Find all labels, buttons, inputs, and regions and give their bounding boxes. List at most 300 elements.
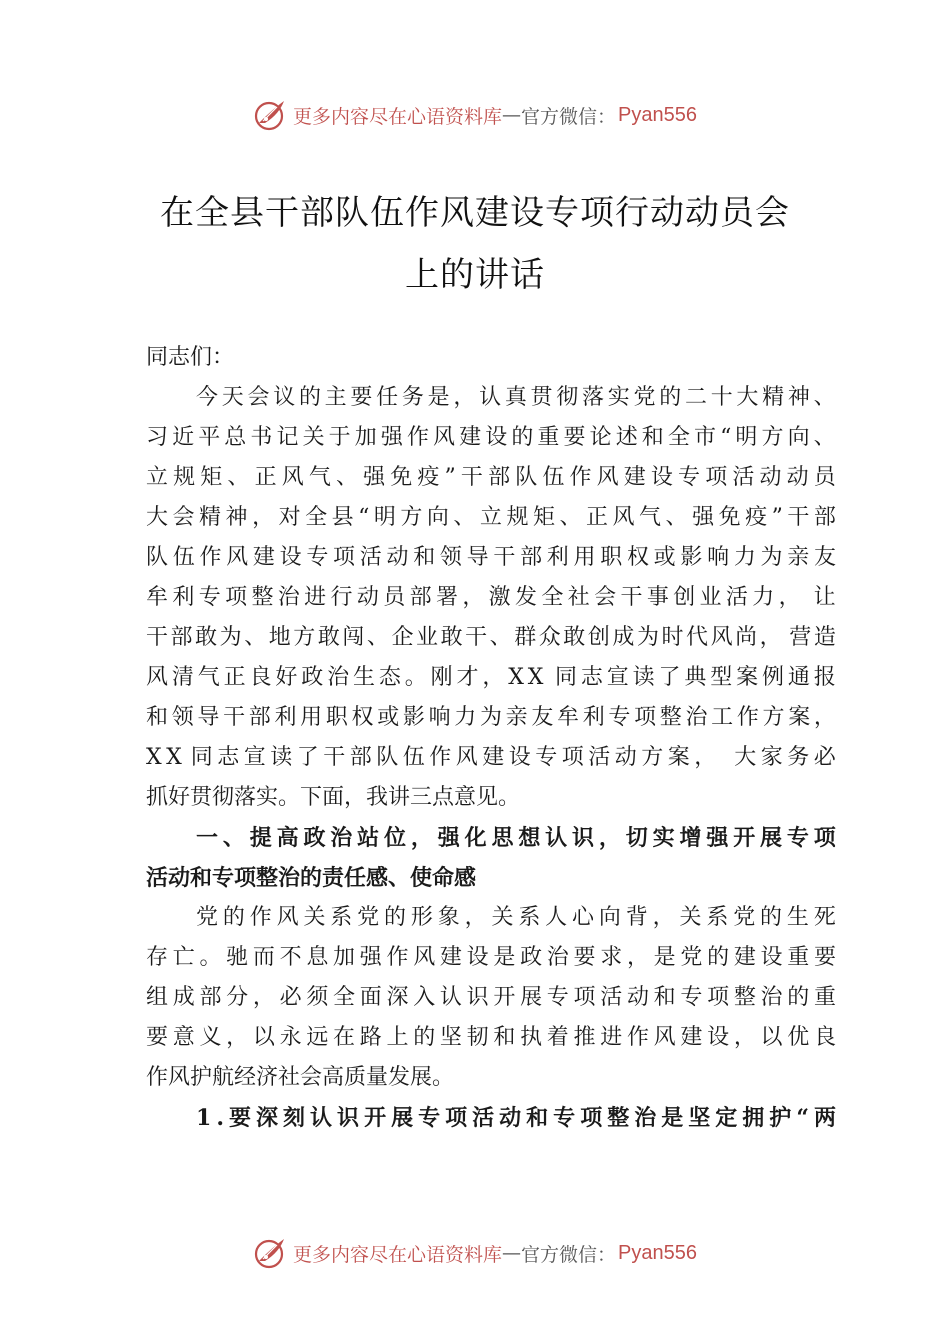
glyph: 市	[693, 425, 716, 450]
glyph: 活	[472, 1105, 495, 1131]
glyph: 作	[199, 545, 222, 570]
glyph: ，	[626, 945, 649, 970]
glyph: 为	[636, 625, 659, 650]
glyph: 、	[453, 505, 476, 530]
watermark-text: 更多内容尽在心语资料库	[293, 105, 503, 128]
glyph: 为	[760, 545, 783, 570]
glyph: 风	[226, 545, 249, 570]
glyph: 、	[559, 505, 582, 530]
glyph: 于	[328, 425, 351, 450]
glyph: 生	[786, 905, 809, 930]
glyph: 例	[762, 665, 785, 690]
glyph: X	[146, 745, 162, 770]
glyph: 为	[479, 705, 502, 730]
glyph: 良	[813, 1025, 836, 1050]
glyph: 发	[515, 585, 538, 610]
glyph: 上	[386, 1025, 409, 1050]
glyph: 干	[460, 465, 483, 490]
glyph: ，	[482, 665, 505, 690]
glyph: 县	[331, 505, 354, 530]
glyph: 方	[762, 705, 785, 730]
glyph: 是	[653, 945, 676, 970]
glyph: 优	[787, 1025, 810, 1050]
glyph: 强	[363, 465, 386, 490]
glyph: 要	[350, 385, 373, 410]
glyph: 化	[464, 825, 487, 851]
glyph: 党	[733, 905, 756, 930]
glyph: 认	[545, 825, 568, 851]
glyph: 风	[433, 425, 456, 450]
glyph: 了	[296, 745, 319, 770]
glyph: 、	[489, 625, 512, 650]
glyph: 或	[653, 545, 676, 570]
glyph: 治	[327, 665, 350, 690]
glyph: 激	[488, 585, 511, 610]
glyph: 识	[466, 985, 489, 1010]
glyph: 明	[735, 425, 758, 450]
glyph: “	[720, 425, 732, 450]
glyph: 拥	[742, 1105, 765, 1131]
paragraph-2	[146, 898, 836, 1098]
glyph: 全	[667, 425, 690, 450]
glyph: 建	[623, 465, 646, 490]
glyph: 动	[626, 985, 649, 1010]
glyph: 敢	[440, 625, 463, 650]
glyph: 同	[190, 745, 213, 770]
glyph: 清	[171, 665, 194, 690]
glyph: 立	[146, 465, 169, 490]
subheading-1	[146, 1098, 836, 1138]
glyph: 彻	[556, 385, 579, 410]
glyph: 敢	[195, 625, 218, 650]
glyph: 要	[146, 1025, 169, 1050]
glyph: 实	[607, 385, 630, 410]
glyph: 立	[479, 505, 502, 530]
glyph: 同	[555, 665, 578, 690]
glyph: 近	[172, 425, 195, 450]
glyph: 识	[572, 825, 595, 851]
glyph: 作	[406, 425, 429, 450]
glyph: 响	[428, 705, 451, 730]
glyph: 活	[732, 465, 755, 490]
glyph: 规	[506, 505, 529, 530]
glyph: 务	[401, 385, 424, 410]
glyph: 定	[715, 1105, 738, 1131]
glyph: 主	[324, 385, 347, 410]
glyph: 治	[760, 985, 783, 1010]
glyph: 的	[222, 905, 245, 930]
glyph: 、	[222, 825, 245, 851]
glyph: 尚	[735, 625, 758, 650]
glyph: 要	[573, 945, 596, 970]
glyph: 、	[335, 465, 358, 490]
glyph: 伍	[172, 545, 195, 570]
glyph: 开	[733, 825, 756, 851]
glyph: 亲	[505, 705, 528, 730]
glyph: 项	[705, 465, 728, 490]
glyph: 报	[813, 665, 836, 690]
title-line-2: 上的讲话	[405, 255, 545, 295]
glyph: 整	[733, 985, 756, 1010]
glyph: 项	[573, 985, 596, 1010]
glyph: 面	[359, 985, 382, 1010]
glyph: 治	[330, 825, 353, 851]
glyph: 和	[653, 985, 676, 1010]
glyph: 成	[172, 985, 195, 1010]
glyph: ，	[759, 625, 782, 650]
glyph: 作	[626, 1025, 649, 1050]
glyph: 对	[278, 505, 301, 530]
glyph: 、	[813, 385, 836, 410]
glyph: 想	[518, 825, 541, 851]
glyph: 认	[439, 985, 462, 1010]
glyph: 部	[409, 585, 432, 610]
glyph: 设	[650, 465, 673, 490]
glyph: 队	[146, 545, 169, 570]
glyph: 亡	[172, 945, 195, 970]
glyph: 权	[626, 545, 649, 570]
glyph: 两	[813, 1105, 836, 1131]
glyph: 闯	[342, 625, 365, 650]
glyph: 向	[598, 905, 621, 930]
glyph: 伍	[402, 745, 425, 770]
glyph: 营	[789, 625, 812, 650]
glyph: 系	[706, 905, 729, 930]
glyph: 态	[378, 665, 401, 690]
glyph: 群	[514, 625, 537, 650]
glyph: 专	[546, 985, 569, 1010]
glyph: 认	[479, 385, 502, 410]
glyph: 、	[665, 505, 688, 530]
glyph: 展	[520, 985, 543, 1010]
glyph: 增	[679, 825, 702, 851]
glyph: 志	[580, 665, 603, 690]
glyph: ，	[410, 825, 433, 851]
glyph: 是	[493, 945, 516, 970]
glyph: 和	[413, 545, 436, 570]
glyph: 宣	[606, 665, 629, 690]
glyph: 风	[146, 665, 169, 690]
glyph: 队	[376, 745, 399, 770]
glyph: 要	[813, 945, 836, 970]
glyph: 切	[625, 825, 648, 851]
glyph: “	[358, 505, 370, 530]
glyph: 强	[706, 825, 729, 851]
glyph: 作	[386, 945, 409, 970]
glyph: 友	[813, 545, 836, 570]
glyph: 建	[252, 545, 275, 570]
heading-line: 活动和专项整治的责任感、使命感	[146, 865, 477, 891]
glyph: 系	[330, 905, 353, 930]
glyph: 、	[244, 625, 267, 650]
glyph: 队	[515, 465, 538, 490]
glyph: 部	[349, 745, 372, 770]
paragraph-line	[146, 978, 836, 1018]
glyph: 识	[337, 1105, 360, 1131]
paragraph-line: 作风护航经济社会高质量发展。	[146, 1065, 455, 1090]
glyph: 项	[634, 705, 657, 730]
glyph: 疫	[745, 505, 768, 530]
glyph: 关	[491, 905, 514, 930]
glyph: 正	[586, 505, 609, 530]
glyph: 部	[170, 625, 193, 650]
glyph: 职	[600, 545, 623, 570]
glyph: 的	[413, 1025, 436, 1050]
salutation-text: 同志们：	[146, 345, 235, 370]
glyph: 的	[760, 905, 783, 930]
glyph: ，	[252, 985, 275, 1010]
glyph: 组	[146, 985, 169, 1010]
glyph: 气	[308, 465, 331, 490]
glyph: 专	[680, 985, 703, 1010]
glyph: 导	[197, 705, 220, 730]
glyph: 专	[306, 545, 329, 570]
glyph: 职	[325, 705, 348, 730]
glyph: 任	[376, 385, 399, 410]
glyph: 坚	[439, 1025, 462, 1050]
glyph: 天	[221, 385, 244, 410]
glyph: 思	[491, 825, 514, 851]
glyph: 书	[250, 425, 273, 450]
glyph: 矩	[532, 505, 555, 530]
paragraph-line	[146, 458, 836, 498]
glyph: 要	[228, 1105, 251, 1131]
glyph: 整	[659, 705, 682, 730]
glyph: 、	[227, 465, 250, 490]
glyph: 党	[633, 385, 656, 410]
glyph: 型	[710, 665, 733, 690]
glyph: 是	[661, 1105, 684, 1131]
glyph: .	[216, 1105, 224, 1131]
glyph: 好	[275, 665, 298, 690]
glyph: 设	[508, 745, 531, 770]
glyph: 让	[813, 585, 836, 610]
glyph: 气	[639, 505, 662, 530]
glyph: 向	[426, 505, 449, 530]
paragraph-line	[146, 1018, 836, 1058]
glyph: 以	[760, 1025, 783, 1050]
glyph: 部	[520, 545, 543, 570]
glyph: 总	[224, 425, 247, 450]
glyph: 众	[538, 625, 561, 650]
paragraph-line	[146, 418, 836, 458]
glyph: 贯	[530, 385, 553, 410]
glyph: 宣	[243, 745, 266, 770]
glyph: 干	[465, 625, 488, 650]
glyph: 领	[439, 545, 462, 570]
glyph: 存	[146, 945, 169, 970]
glyph: 重	[537, 425, 560, 450]
document-body	[146, 338, 836, 1138]
watermark-separator: —	[502, 1242, 522, 1264]
glyph: 刻	[283, 1105, 306, 1131]
watermark-label: 官方微信：	[521, 105, 617, 128]
glyph: 项	[580, 1105, 603, 1131]
glyph: 利	[274, 705, 297, 730]
glyph: 关	[679, 905, 702, 930]
glyph: 项	[225, 585, 248, 610]
watermark-separator: —	[502, 104, 522, 126]
glyph: 伍	[542, 465, 565, 490]
glyph: 设	[466, 945, 489, 970]
glyph: 亲	[787, 545, 810, 570]
glyph: 活	[588, 745, 611, 770]
glyph: 会	[594, 585, 617, 610]
glyph: 今	[196, 385, 219, 410]
glyph: 用	[300, 705, 323, 730]
glyph: 全	[541, 585, 564, 610]
glyph: 分	[226, 985, 249, 1010]
glyph: 治	[685, 705, 708, 730]
glyph: 作	[736, 705, 759, 730]
glyph: 或	[377, 705, 400, 730]
glyph: 部	[248, 705, 271, 730]
glyph: 生	[353, 665, 376, 690]
glyph: 重	[813, 985, 836, 1010]
glyph: 动	[786, 465, 809, 490]
glyph: 专	[608, 705, 631, 730]
glyph: 志	[217, 745, 240, 770]
glyph: 。	[404, 665, 427, 690]
glyph: 干	[620, 585, 643, 610]
glyph: ，	[694, 745, 717, 770]
glyph: 风	[710, 625, 733, 650]
glyph: 、	[813, 425, 836, 450]
glyph: 重	[787, 945, 810, 970]
glyph: 业	[416, 625, 439, 650]
glyph: 执	[520, 1025, 543, 1050]
glyph: 坚	[688, 1105, 711, 1131]
glyph: 工	[711, 705, 734, 730]
glyph: 通	[787, 665, 810, 690]
paragraph-line	[146, 618, 836, 658]
glyph: 要	[563, 425, 586, 450]
glyph: 形	[410, 905, 433, 930]
glyph: 义	[199, 1025, 222, 1050]
glyph: 项	[813, 825, 836, 851]
glyph: 利	[582, 705, 605, 730]
paragraph-line	[146, 578, 836, 618]
glyph: 1	[196, 1105, 212, 1131]
glyph: 的	[707, 945, 730, 970]
glyph: 明	[373, 505, 396, 530]
glyph: 大	[736, 385, 759, 410]
glyph: 整	[251, 585, 274, 610]
glyph: 治	[634, 1105, 657, 1131]
glyph: 影	[402, 705, 425, 730]
glyph: 免	[390, 465, 413, 490]
glyph: 专	[678, 465, 701, 490]
glyph: 会	[247, 385, 270, 410]
glyph: 干	[223, 705, 246, 730]
glyph: 疫	[417, 465, 440, 490]
glyph: 专	[535, 745, 558, 770]
glyph: 成	[612, 625, 635, 650]
glyph: 正	[254, 465, 277, 490]
glyph: 友	[531, 705, 554, 730]
glyph: 风	[596, 465, 619, 490]
glyph: 敢	[317, 625, 340, 650]
glyph: 良	[249, 665, 272, 690]
glyph: 站	[357, 825, 380, 851]
glyph: 专	[553, 1105, 576, 1131]
glyph: 和	[526, 1105, 549, 1131]
glyph: 署	[435, 585, 458, 610]
glyph: 项	[333, 545, 356, 570]
glyph: 建	[482, 745, 505, 770]
glyph: 论	[589, 425, 612, 450]
paragraph-line	[146, 658, 836, 698]
glyph: 和	[641, 425, 664, 450]
glyph: 部	[488, 465, 511, 490]
glyph: 免	[718, 505, 741, 530]
glyph: 开	[364, 1105, 387, 1131]
paragraph-line	[146, 538, 836, 578]
glyph: 议	[273, 385, 296, 410]
glyph: 深	[386, 985, 409, 1010]
glyph: ，	[652, 905, 675, 930]
glyph: 息	[306, 945, 329, 970]
glyph: 以	[252, 1025, 275, 1050]
glyph: 党	[357, 905, 380, 930]
glyph: 高	[276, 825, 299, 851]
paragraph-line	[146, 738, 836, 778]
glyph: 永	[279, 1025, 302, 1050]
glyph: 。	[199, 945, 222, 970]
glyph: ，	[733, 1025, 756, 1050]
glyph: 牟	[146, 585, 169, 610]
glyph: 神	[787, 385, 810, 410]
glyph: 心	[572, 905, 595, 930]
glyph: 护	[769, 1105, 792, 1131]
glyph: 象	[437, 905, 460, 930]
glyph: 韧	[466, 1025, 489, 1050]
glyph: 代	[686, 625, 709, 650]
glyph: 进	[600, 1025, 623, 1050]
glyph: 展	[760, 825, 783, 851]
glyph: 一	[196, 825, 219, 851]
header-watermark-banner	[0, 95, 950, 135]
glyph: 响	[707, 545, 730, 570]
glyph: 案	[667, 745, 690, 770]
document-title	[100, 182, 850, 306]
glyph: 认	[310, 1105, 333, 1131]
glyph: 为	[219, 625, 242, 650]
glyph: 敢	[563, 625, 586, 650]
glyph: 气	[197, 665, 220, 690]
glyph: ”	[771, 505, 783, 530]
glyph: 风	[653, 1025, 676, 1050]
glyph: ，	[598, 825, 621, 851]
glyph: 专	[418, 1105, 441, 1131]
paragraph-line	[146, 498, 836, 538]
footer-watermark-banner	[0, 1233, 950, 1273]
glyph: 案	[736, 665, 759, 690]
glyph: 人	[545, 905, 568, 930]
glyph: 风	[413, 945, 436, 970]
glyph: 党	[680, 945, 703, 970]
glyph: 位	[384, 825, 407, 851]
glyph: 造	[813, 625, 836, 650]
glyph: 全	[305, 505, 328, 530]
glyph: 案	[788, 705, 811, 730]
glyph: 设	[279, 545, 302, 570]
glyph: 和	[493, 1025, 516, 1050]
glyph: 精	[199, 505, 222, 530]
glyph: 方	[400, 505, 423, 530]
glyph: 正	[223, 665, 246, 690]
glyph: 专	[198, 585, 221, 610]
